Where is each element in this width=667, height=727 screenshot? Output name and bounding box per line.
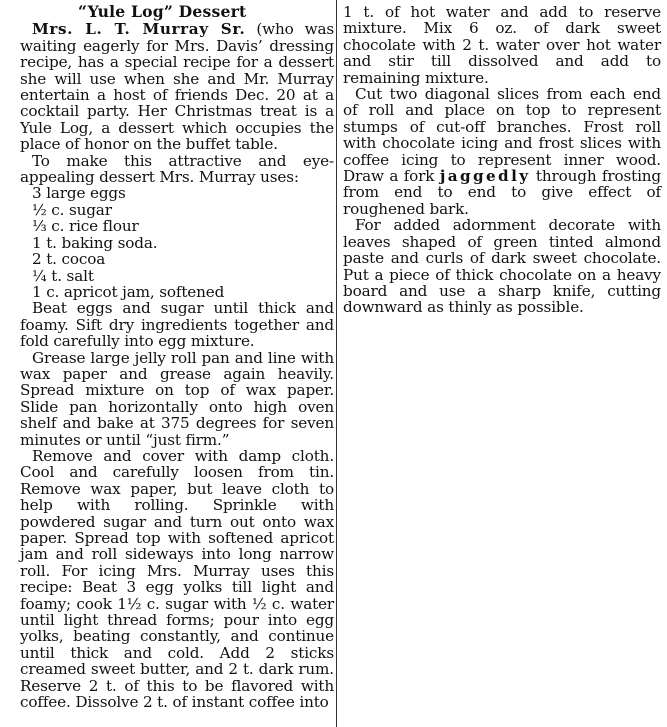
beat-paragraph: Beat eggs and sugar until thick and foamy. Sift dry ingredients together and fold carefully into egg mixture. — [20, 299, 334, 351]
intro-paragraph — [20, 21, 334, 152]
cut-emphasis: jaggedly — [439, 167, 531, 186]
ingredient-item: 1 c. apricot jam, softened — [32, 282, 225, 301]
ingredient-item: 2 t. cocoa — [32, 250, 106, 269]
adornment-paragraph: For added adornment decorate with leaves shaped of green tinted almond paste and curls of dark sweet chocolate. Put a piece of thick chocolate on a heavy board and use a sharp knife, cutting downward as thinly as possible. — [343, 216, 661, 317]
remove-paragraph — [20, 448, 334, 711]
cut-text-start: Cut two diagonal slices from each end of roll and place on top to represent stumps of cut-off branches. Frost roll with chocolate icing and frost slices with coffee icing to represent inner wood. Draw a fork — [343, 85, 661, 186]
cut-paragraph — [343, 86, 661, 217]
column-divider — [336, 0, 337, 727]
ingredient-item: 1 t. baking soda. — [32, 233, 158, 252]
article-title: “Yule Log” Dessert — [78, 2, 247, 21]
ingredient-list — [20, 185, 334, 300]
right-column — [343, 4, 661, 316]
ingredient-item: ⅓ c. rice flour — [32, 217, 139, 236]
lead-in-paragraph: To make this attractive and eye-appealing dessert Mrs. Murray uses: — [20, 151, 334, 187]
ingredient-item: ¼ t. salt — [32, 266, 94, 285]
ingredient-item: 3 large eggs — [32, 184, 126, 203]
remove-paragraph-text: Remove and cover with damp cloth. Cool and carefully loosen from tin. Remove wax paper, but leave cloth to help with rolling. Sprinkle with powdered sugar and turn out onto wax paper. Spread top with softened apricot jam and roll sideways into long narrow roll. For icing Mrs. Murray uses this recipe: Beat 3 egg yolks till light and foamy; cook 1½ c. sugar with ½ c. water until light thread forms; pour into egg yolks, beating constantly, and continue until thick and cold. Add 2 sticks creamed sweet butter, and 2 t. dark rum. Reserve 2 t. of this to be flavored with coffee. Dissolve 2 t. of instant coffee into — [20, 446, 334, 712]
grease-paragraph: Grease large jelly roll pan and line with wax paper and grease again heavily. Spread mixture on top of wax paper. Slide pan horizontally onto high oven shelf and bake at 375 degrees for seven minutes or until “just firm.” — [20, 348, 334, 449]
cut-text-end: through frosting from end to end to give effect of roughened bark. — [343, 167, 661, 218]
left-column — [20, 4, 334, 710]
byline: Mrs. L. T. Murray Sr. — [32, 20, 246, 39]
remove-paragraph-continued: 1 t. of hot water and add to reserve mixture. Mix 6 oz. of dark sweet chocolate with 2 t. water over hot water and stir till dissolved and add to remaining mixture. — [343, 3, 661, 87]
intro-text: (who was waiting eagerly for Mrs. Davis’ dressing recipe, has a special recipe for a dessert she will use when she and Mr. Murray entertain a host of friends Dec. 20 at a cocktail party. Her Christmas treat is a Yule Log, a dessert which occupies the place of honor on the buffet table. — [20, 20, 334, 154]
ingredient-item: ½ c. sugar — [32, 200, 112, 219]
